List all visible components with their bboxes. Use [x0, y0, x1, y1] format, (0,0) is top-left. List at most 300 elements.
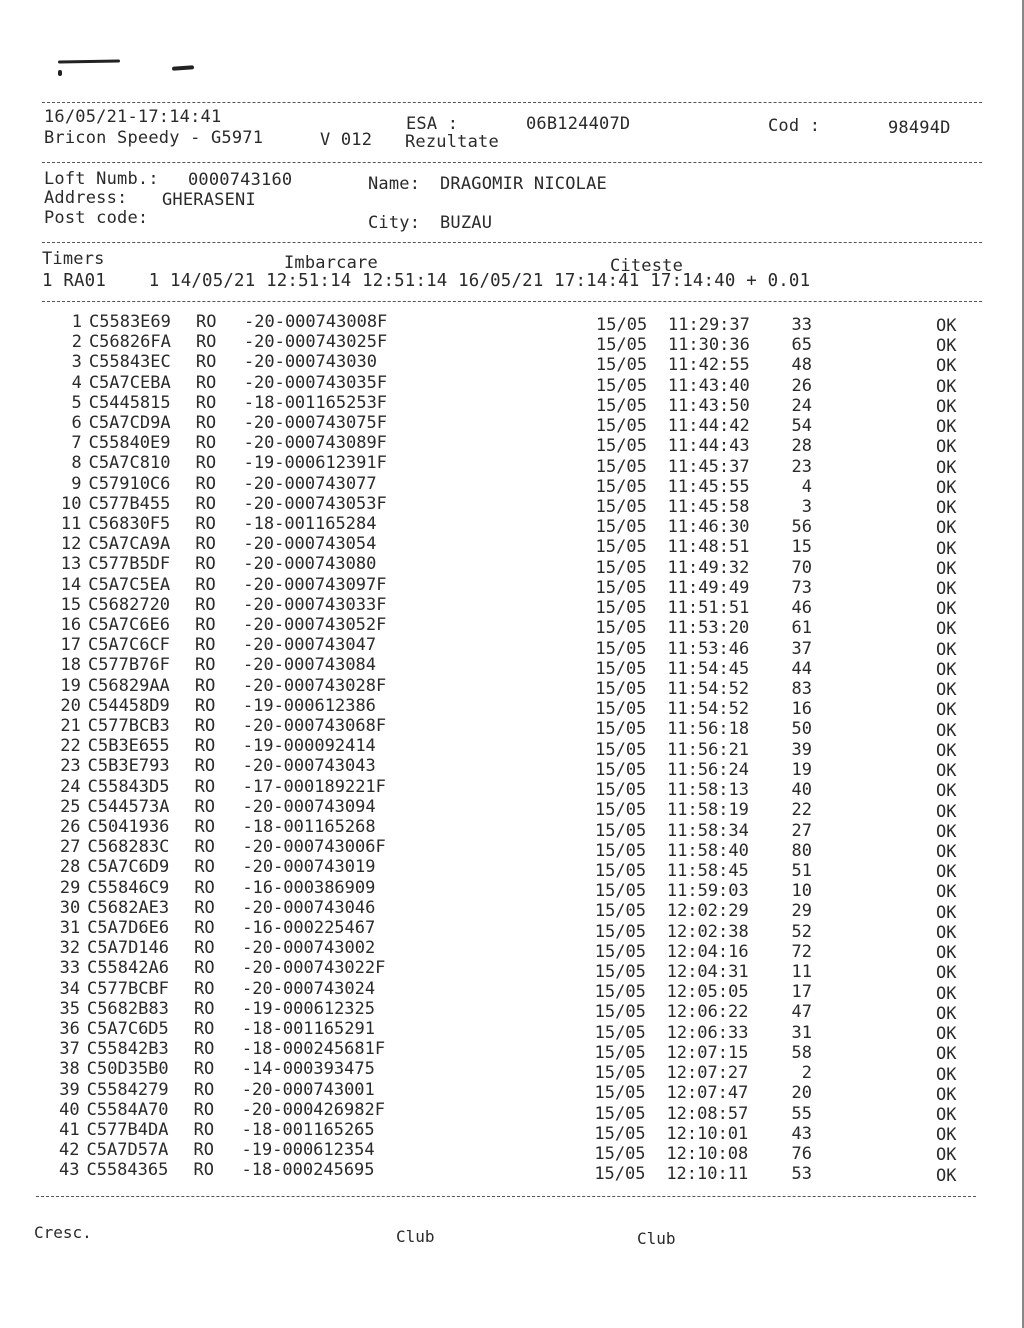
- status-ok: OK: [936, 983, 957, 1004]
- table-row: [0, 312, 1024, 336]
- arrival-time: 11:45:37: [667, 456, 750, 477]
- row-number: 25: [60, 796, 81, 817]
- chip-id: C5A7C810: [88, 453, 171, 474]
- arrival-date: 15/05: [595, 577, 647, 598]
- arrival-date: 15/05: [595, 658, 647, 679]
- status-ok: OK: [936, 821, 957, 842]
- status-ok: OK: [936, 356, 957, 377]
- country-code: RO: [194, 796, 216, 817]
- cod-value: 98494D: [888, 118, 951, 138]
- table-row: [0, 736, 1024, 761]
- chip-id: C5A7CEBA: [88, 372, 171, 393]
- chip-id: C57910C6: [88, 473, 171, 494]
- row-number: 36: [59, 1019, 80, 1039]
- speed-rank: 47: [791, 1002, 812, 1023]
- city-label: City:: [368, 213, 421, 233]
- speed-rank: 44: [791, 658, 812, 679]
- table-row: [0, 1120, 1024, 1146]
- separator: [42, 162, 982, 163]
- status-ok: OK: [936, 943, 957, 964]
- table-row: [0, 675, 1024, 701]
- arrival-date: 15/05: [594, 941, 646, 962]
- arrival-time: 12:02:38: [666, 921, 749, 942]
- table-row: [0, 574, 1024, 599]
- speed-rank: 58: [791, 1042, 812, 1063]
- table-row: [0, 1079, 1024, 1105]
- country-code: RO: [193, 1079, 215, 1100]
- country-code: RO: [195, 392, 217, 413]
- status-ok: OK: [936, 862, 957, 883]
- speed-rank: 53: [791, 1164, 812, 1185]
- chip-id: C5A7CA9A: [88, 534, 171, 555]
- chip-id: C577B76F: [87, 655, 170, 676]
- chip-id: C5A7C6D5: [86, 1019, 169, 1039]
- arrival-date: 15/05: [594, 860, 647, 881]
- table-row: [0, 493, 1024, 519]
- chip-id: C50D35B0: [86, 1059, 169, 1080]
- ring-number: -18-001165265: [241, 1120, 375, 1140]
- arrival-time: 12:10:01: [666, 1123, 749, 1144]
- row-number: 9: [71, 473, 82, 494]
- speed-rank: 4: [801, 476, 812, 497]
- row-number: 12: [60, 534, 82, 555]
- country-code: RO: [194, 817, 215, 837]
- chip-id: C5584A70: [86, 1099, 169, 1120]
- chip-id: C55846C9: [87, 877, 170, 898]
- row-number: 10: [60, 493, 82, 514]
- row-number: 26: [60, 817, 81, 837]
- chip-id: C5682B83: [86, 998, 169, 1019]
- speed-rank: 52: [791, 921, 812, 942]
- row-number: 22: [60, 736, 81, 757]
- ring-number: -20-000743019: [242, 857, 376, 878]
- status-ok: OK: [936, 1145, 957, 1166]
- ring-number: -18-000245681F: [241, 1039, 386, 1060]
- ring-number: -20-000743068F: [242, 716, 387, 736]
- status-ok: OK: [936, 1165, 957, 1186]
- country-code: RO: [193, 1160, 214, 1181]
- table-row: [0, 1160, 1024, 1186]
- firmware-version: V 012: [320, 130, 373, 150]
- table-row: [0, 514, 1024, 539]
- speed-rank: 29: [791, 901, 812, 922]
- country-code: RO: [193, 1059, 215, 1080]
- ring-number: -20-000743077: [243, 473, 377, 494]
- arrival-time: 11:30:36: [667, 335, 750, 356]
- ring-number: -20-000743006F: [242, 837, 386, 858]
- arrival-time: 11:49:32: [667, 557, 750, 578]
- chip-id: C54458D9: [87, 695, 170, 716]
- arrival-time: 11:46:30: [667, 517, 750, 538]
- chip-id: C5041936: [87, 817, 170, 837]
- arrival-time: 12:07:15: [666, 1042, 749, 1063]
- speed-rank: 40: [791, 780, 812, 801]
- status-ok: OK: [936, 801, 957, 822]
- arrival-time: 12:05:05: [666, 982, 749, 1003]
- status-ok: OK: [936, 316, 957, 336]
- row-number: 21: [60, 716, 81, 736]
- chip-id: C5682720: [88, 594, 171, 615]
- ring-number: -16-000225467: [242, 918, 376, 938]
- speed-rank: 56: [791, 517, 812, 538]
- print-datetime: 16/05/21-17:14:41: [44, 107, 222, 127]
- ring-number: -18-001165291: [241, 1019, 375, 1039]
- row-number: 39: [59, 1079, 80, 1100]
- table-row: [0, 473, 1024, 498]
- arrival-date: 15/05: [595, 557, 647, 578]
- arrival-date: 15/05: [595, 395, 648, 416]
- arrival-time: 11:43:50: [667, 395, 750, 416]
- status-ok: OK: [936, 720, 957, 741]
- table-row: [0, 716, 1024, 741]
- status-ok: OK: [936, 781, 957, 802]
- table-row: [0, 978, 1024, 1004]
- ring-number: -20-000743008F: [244, 312, 388, 332]
- table-row: [0, 817, 1024, 842]
- cod-label: Cod :: [768, 116, 821, 136]
- speed-rank: 15: [791, 537, 812, 558]
- ring-number: -20-000743046: [242, 897, 376, 918]
- country-code: RO: [193, 1140, 215, 1161]
- country-code: RO: [194, 675, 216, 696]
- status-ok: OK: [936, 761, 957, 782]
- arrival-date: 15/05: [595, 820, 647, 841]
- chip-id: C577B5DF: [88, 554, 171, 575]
- status-ok: OK: [936, 639, 957, 660]
- ring-number: -20-000743089F: [243, 433, 387, 454]
- loft-value: 0000743160: [188, 170, 293, 190]
- chip-id: C55843D5: [87, 776, 170, 797]
- footer-club-2: Club: [637, 1229, 676, 1248]
- row-number: 37: [59, 1039, 80, 1060]
- arrival-date: 15/05: [595, 476, 647, 497]
- arrival-date: 15/05: [594, 921, 646, 942]
- speed-rank: 48: [791, 355, 812, 376]
- ring-number: -20-000426982F: [241, 1099, 385, 1120]
- speed-rank: 54: [791, 416, 812, 437]
- country-code: RO: [194, 655, 216, 676]
- arrival-date: 15/05: [594, 1164, 646, 1185]
- arrival-time: 12:10:08: [666, 1144, 749, 1164]
- ring-number: -20-000743030: [243, 352, 377, 373]
- country-code: RO: [195, 413, 217, 433]
- row-number: 13: [60, 554, 82, 575]
- chip-id: C56826FA: [88, 332, 171, 353]
- country-code: RO: [193, 1120, 215, 1140]
- footer-cresc: Cresc.: [34, 1223, 92, 1242]
- status-ok: OK: [936, 498, 957, 519]
- ring-number: -18-001165253F: [243, 392, 388, 413]
- arrival-time: 11:45:55: [667, 476, 750, 497]
- table-row: [0, 1019, 1024, 1045]
- arrival-date: 15/05: [595, 638, 647, 659]
- address-value: GHERASENI: [162, 190, 256, 210]
- speed-rank: 55: [791, 1103, 812, 1124]
- arrival-time: 11:45:58: [667, 496, 750, 517]
- country-code: RO: [195, 493, 216, 514]
- ring-number: -20-000743033F: [243, 594, 387, 615]
- status-ok: OK: [936, 1125, 957, 1146]
- country-code: RO: [195, 615, 216, 635]
- row-number: 2: [71, 332, 82, 353]
- status-ok: OK: [936, 599, 957, 620]
- ring-number: -20-000743024: [242, 978, 376, 999]
- speed-rank: 43: [791, 1123, 812, 1144]
- arrival-date: 15/05: [595, 759, 647, 780]
- arrival-date: 15/05: [594, 881, 647, 902]
- chip-id: C5584365: [86, 1160, 169, 1181]
- status-ok: OK: [936, 376, 957, 397]
- chip-id: C5A7D146: [87, 938, 170, 959]
- ring-number: -20-000743053F: [243, 493, 387, 514]
- footer-club-1: Club: [396, 1227, 435, 1246]
- status-ok: OK: [936, 963, 957, 984]
- table-row: [0, 655, 1024, 680]
- arrival-date: 15/05: [594, 1022, 646, 1043]
- table-row: [0, 776, 1024, 802]
- status-ok: OK: [936, 578, 957, 599]
- ring-number: -20-000743043: [242, 756, 376, 777]
- speed-rank: 22: [791, 800, 812, 821]
- ring-number: -20-000743075F: [243, 413, 387, 433]
- status-ok: OK: [936, 477, 957, 498]
- arrival-time: 11:44:42: [667, 416, 750, 437]
- table-row: [0, 635, 1024, 660]
- speed-rank: 19: [791, 759, 812, 780]
- imbarcare-label: Imbarcare: [284, 253, 378, 273]
- row-number: 14: [60, 574, 82, 595]
- row-number: 11: [60, 514, 82, 534]
- country-code: RO: [194, 716, 216, 736]
- arrival-date: 15/05: [595, 739, 647, 760]
- arrival-time: 11:56:18: [667, 719, 750, 740]
- table-row: [0, 857, 1024, 883]
- country-code: RO: [195, 453, 217, 474]
- table-row: [0, 594, 1024, 620]
- pen-mark-left: [58, 59, 120, 63]
- chip-id: C5A7D57A: [86, 1140, 169, 1161]
- arrival-date: 15/05: [594, 1002, 646, 1023]
- table-row: [0, 897, 1024, 923]
- arrival-date: 15/05: [595, 800, 647, 821]
- row-number: 34: [59, 978, 81, 999]
- row-number: 1: [71, 312, 82, 332]
- table-row: [0, 352, 1024, 377]
- country-code: RO: [194, 877, 215, 898]
- arrival-time: 11:54:52: [667, 678, 750, 699]
- arrival-date: 15/05: [595, 618, 647, 639]
- status-ok: OK: [936, 740, 957, 761]
- chip-id: C55843EC: [88, 352, 171, 373]
- ring-number: -20-000743094: [242, 796, 376, 817]
- ring-number: -17-000189221F: [242, 776, 386, 797]
- table-row: [0, 998, 1024, 1024]
- speed-rank: 27: [791, 820, 812, 841]
- device-name: Bricon Speedy - G5971: [44, 128, 264, 148]
- country-code: RO: [196, 312, 217, 332]
- arrival-date: 15/05: [596, 315, 648, 335]
- chip-id: C577BCBF: [87, 978, 169, 999]
- chip-id: C577B4DA: [86, 1120, 169, 1140]
- row-number: 5: [71, 392, 82, 413]
- row-number: 23: [60, 756, 81, 777]
- status-ok: OK: [936, 1024, 957, 1045]
- arrival-date: 15/05: [595, 780, 647, 801]
- row-number: 38: [59, 1059, 80, 1080]
- table-row: [0, 877, 1024, 903]
- row-number: 20: [60, 695, 81, 716]
- ring-number: -20-000743054: [243, 534, 377, 555]
- table-row: [0, 615, 1024, 640]
- country-code: RO: [194, 918, 215, 938]
- row-number: 19: [60, 675, 81, 696]
- arrival-time: 11:58:45: [666, 860, 749, 881]
- status-ok: OK: [936, 538, 957, 559]
- arrival-date: 15/05: [594, 1042, 646, 1063]
- table-row: [0, 1059, 1024, 1085]
- arrival-date: 15/05: [594, 1144, 646, 1164]
- status-ok: OK: [936, 1064, 957, 1085]
- arrival-date: 15/05: [595, 517, 647, 538]
- row-number: 28: [59, 857, 81, 878]
- status-ok: OK: [936, 558, 957, 579]
- ring-number: -19-000612354: [241, 1140, 375, 1161]
- country-code: RO: [194, 695, 216, 716]
- arrival-time: 11:58:34: [667, 820, 749, 841]
- chip-id: C5584279: [86, 1079, 169, 1100]
- speed-rank: 10: [791, 881, 812, 902]
- country-code: RO: [193, 1039, 215, 1060]
- status-ok: OK: [936, 659, 957, 680]
- chip-id: C577B455: [88, 493, 171, 514]
- loft-label: Loft Numb.:: [44, 169, 159, 189]
- arrival-time: 11:49:49: [667, 577, 750, 598]
- arrival-time: 12:08:57: [666, 1103, 749, 1124]
- chip-id: C5A7C6D9: [87, 857, 170, 878]
- pen-mark-dot: [58, 70, 62, 76]
- country-code: RO: [193, 1099, 215, 1120]
- country-code: RO: [195, 554, 216, 575]
- row-number: 32: [59, 938, 81, 959]
- ring-number: -20-000743084: [242, 655, 377, 676]
- country-code: RO: [194, 857, 215, 878]
- arrival-time: 11:54:52: [667, 699, 750, 720]
- speed-rank: 80: [791, 840, 812, 861]
- country-code: RO: [195, 352, 217, 373]
- chip-id: C5A7C5EA: [88, 574, 171, 595]
- ring-number: -20-000743002: [242, 938, 376, 959]
- arrival-time: 11:58:13: [667, 780, 749, 801]
- country-code: RO: [194, 938, 215, 959]
- table-row: [0, 413, 1024, 438]
- status-ok: OK: [936, 437, 957, 458]
- speed-rank: 65: [791, 335, 812, 356]
- country-code: RO: [195, 635, 216, 656]
- status-ok: OK: [936, 902, 957, 923]
- table-row: [0, 534, 1024, 559]
- timers-label: Timers: [42, 249, 105, 269]
- ring-number: -14-000393475: [241, 1059, 375, 1080]
- arrival-time: 11:51:51: [667, 598, 750, 619]
- country-code: RO: [194, 897, 215, 918]
- arrival-date: 15/05: [594, 982, 646, 1003]
- ring-number: -20-000743080: [243, 554, 377, 575]
- table-row: [0, 796, 1024, 822]
- ring-number: -20-000743028F: [242, 675, 387, 696]
- row-number: 6: [71, 413, 82, 433]
- chip-id: C55842B3: [86, 1039, 169, 1060]
- country-code: RO: [195, 594, 216, 615]
- table-row: [0, 1099, 1024, 1125]
- arrival-time: 11:59:03: [666, 881, 749, 902]
- ring-number: -20-000743022F: [242, 958, 386, 979]
- country-code: RO: [195, 433, 217, 454]
- arrival-date: 15/05: [594, 1123, 646, 1144]
- row-number: 43: [58, 1160, 80, 1181]
- speed-rank: 17: [791, 982, 812, 1003]
- arrival-date: 15/05: [595, 678, 647, 699]
- row-number: 41: [59, 1120, 80, 1140]
- separator: [42, 301, 982, 302]
- ring-number: -20-000743097F: [243, 574, 387, 595]
- arrival-date: 15/05: [594, 840, 647, 861]
- citeste-label: Citeste: [610, 256, 684, 276]
- name-value: DRAGOMIR NICOLAE: [440, 174, 607, 194]
- chip-id: C5A7CD9A: [88, 413, 171, 433]
- country-code: RO: [194, 756, 216, 777]
- speed-rank: 11: [791, 962, 812, 983]
- chip-id: C5B3E793: [87, 756, 170, 777]
- arrival-date: 15/05: [595, 537, 647, 558]
- country-code: RO: [195, 534, 216, 555]
- ring-number: -18-001165284: [243, 514, 377, 534]
- arrival-date: 15/05: [595, 436, 647, 457]
- row-number: 29: [59, 877, 81, 898]
- arrival-time: 11:48:51: [667, 537, 750, 558]
- arrival-date: 15/05: [595, 375, 648, 396]
- arrival-time: 11:53:20: [667, 618, 750, 639]
- pen-mark-right: [172, 65, 194, 71]
- speed-rank: 20: [791, 1083, 812, 1104]
- arrival-date: 15/05: [595, 355, 648, 376]
- row-number: 33: [59, 958, 81, 979]
- arrival-date: 15/05: [594, 1083, 646, 1104]
- row-number: 17: [60, 635, 82, 656]
- arrival-date: 15/05: [594, 1063, 646, 1084]
- ring-number: -19-000612391F: [243, 453, 387, 474]
- ring-number: -16-000386909: [242, 877, 376, 898]
- arrival-date: 15/05: [595, 456, 647, 477]
- ring-number: -20-000743035F: [243, 372, 388, 393]
- chip-id: C577BCB3: [87, 716, 170, 736]
- arrival-date: 15/05: [595, 335, 648, 356]
- table-row: [0, 332, 1024, 357]
- table-row: [0, 958, 1024, 984]
- esa-value: 06B124407D: [526, 114, 631, 134]
- arrival-time: 12:10:11: [666, 1164, 749, 1185]
- row-number: 40: [59, 1099, 80, 1120]
- arrival-time: 12:06:22: [666, 1002, 749, 1023]
- arrival-time: 11:56:21: [667, 739, 750, 760]
- arrival-date: 15/05: [595, 719, 647, 740]
- table-row: [0, 1140, 1024, 1166]
- arrival-time: 11:44:43: [667, 436, 750, 457]
- table-row: [0, 1039, 1024, 1065]
- ring-number: -20-000743025F: [243, 332, 388, 353]
- table-row: [0, 372, 1024, 397]
- arrival-time: 12:04:31: [666, 962, 749, 983]
- speed-rank: 23: [791, 456, 812, 477]
